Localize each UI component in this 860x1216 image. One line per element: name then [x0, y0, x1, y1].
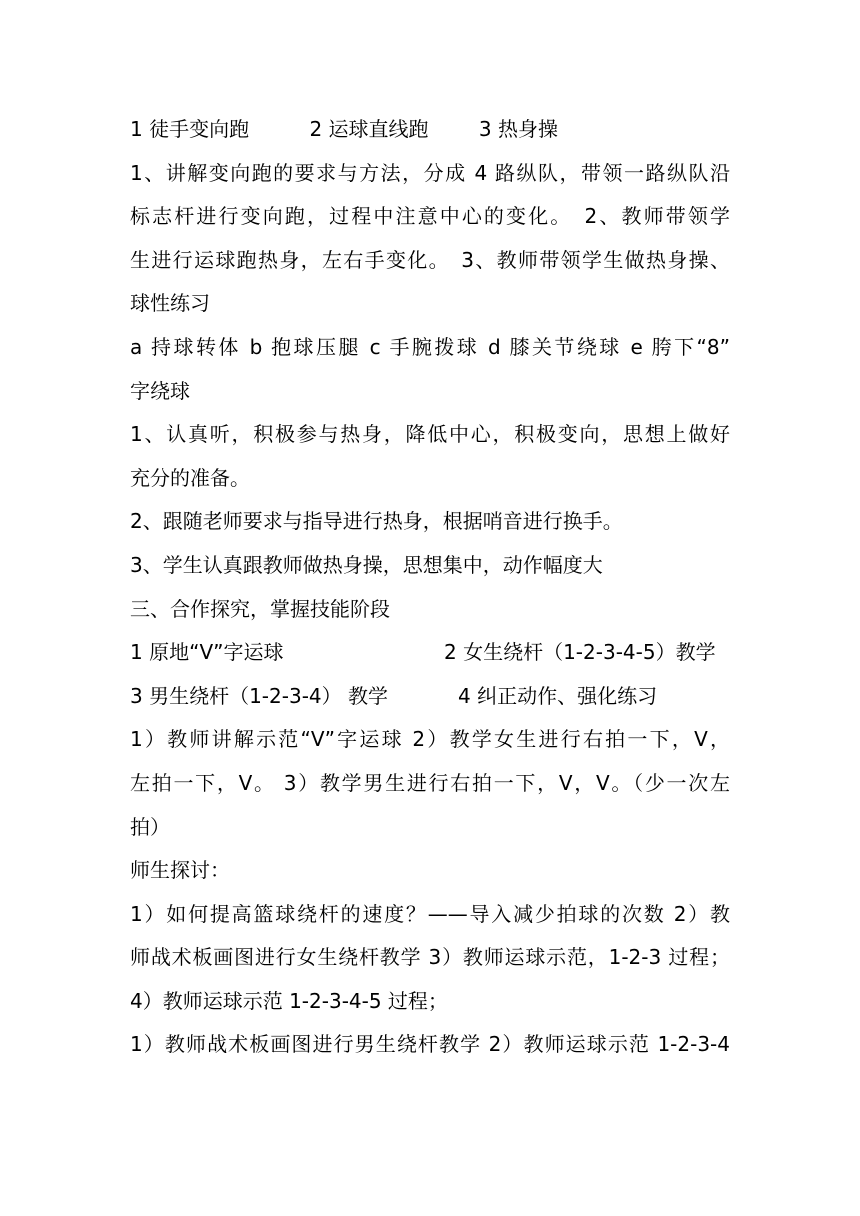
text-line: 拍）: [130, 814, 170, 839]
text-line: 字绕球: [130, 378, 190, 403]
section-heading: 三、合作探究，掌握技能阶段: [130, 596, 390, 621]
text-line: 充分的准备。: [130, 465, 250, 490]
text-line: 4）教师运球示范 1-2-3-4-5 过程；: [130, 988, 448, 1013]
line-segment: 3 男生绕杆（1-2-3-4） 教学: [130, 683, 388, 708]
text-line: a 持球转体 b 抱球压腿 c 手腕拨球 d 膝关节绕球 e 胯下“8”: [130, 334, 730, 359]
document-body: [130, 108, 730, 1067]
text-line: [130, 631, 730, 675]
text-line: 1）如何提高篮球绕杆的速度？——导入减少拍球的次数 2）教: [130, 901, 730, 926]
line-segment: 1 原地“V”字运球: [130, 640, 284, 665]
line-segment: 2 运球直线跑: [309, 117, 429, 141]
line-segment: 1 徒手变向跑: [130, 117, 250, 141]
line-segment: 3 热身操: [478, 117, 558, 141]
text-line: 标志杆进行变向跑，过程中注意中心的变化。 2、教师带领学: [130, 204, 730, 229]
text-line: 生进行运球跑热身，左右手变化。 3、教师带领学生做热身操、: [130, 247, 730, 272]
text-line: 1、认真听，积极参与热身，降低中心，积极变向，思想上做好: [130, 422, 730, 447]
text-line: 3、学生认真跟教师做热身操，思想集中，动作幅度大: [130, 552, 603, 577]
text-line: 1）教师战术板画图进行男生绕杆教学 2）教师运球示范 1-2-3-4: [130, 1032, 730, 1057]
text-line: 1）教师讲解示范“V”字运球 2）教学女生进行右拍一下，V，: [130, 727, 730, 752]
text-line: [130, 108, 730, 152]
text-line: 2、跟随老师要求与指导进行热身，根据哨音进行换手。: [130, 509, 623, 534]
text-line: 球性练习: [130, 291, 210, 316]
text-line: 师战术板画图进行女生绕杆教学 3）教师运球示范，1-2-3 过程；: [130, 945, 730, 970]
text-line: 1、讲解变向跑的要求与方法，分成 4 路纵队，带领一路纵队沿: [130, 160, 730, 185]
line-segment: 2 女生绕杆（1-2-3-4-5）教学: [444, 640, 716, 665]
line-segment: 4 纠正动作、强化练习: [458, 683, 658, 708]
text-line: 左拍一下，V。 3）教学男生进行右拍一下，V，V。（少一次左: [130, 770, 730, 795]
text-line: [130, 675, 730, 719]
text-line: 师生探讨：: [130, 858, 230, 883]
